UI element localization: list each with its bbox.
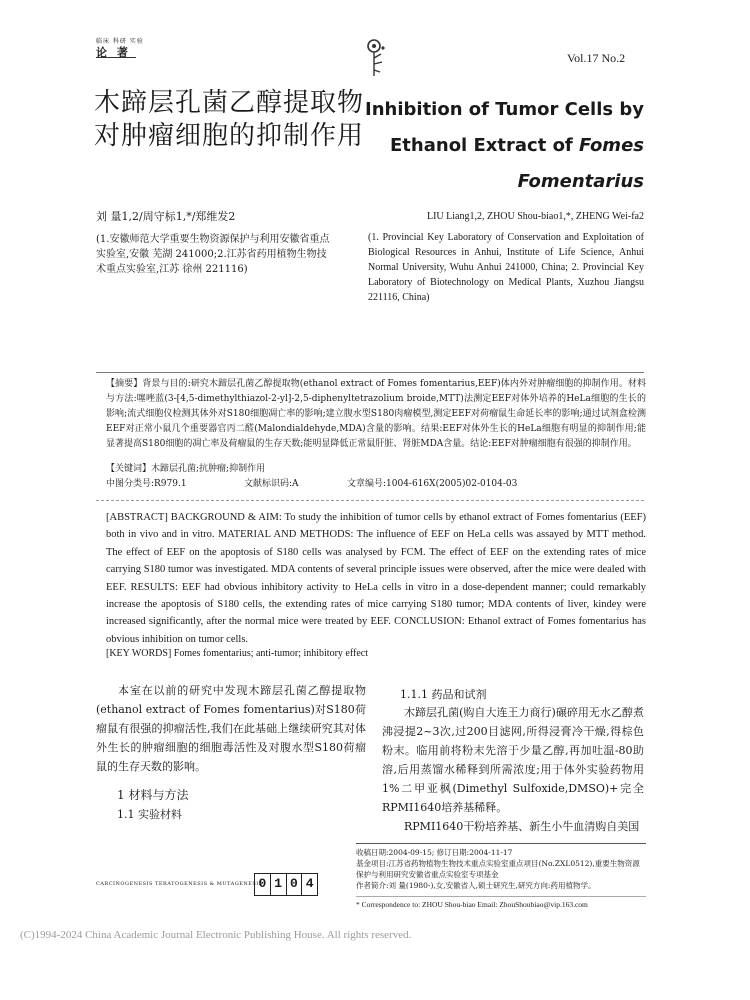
authors-chinese: 刘 量1,2/周守标1,*/郑维发2	[96, 210, 236, 223]
category-labels: 临床 科研 实验	[96, 38, 144, 45]
introduction-text	[96, 681, 366, 776]
header-rule	[96, 57, 136, 58]
title-english-prefix: Ethanol Extract of	[390, 135, 580, 156]
abstract-english: [ABSTRACT] BACKGROUND & AIM: To study the inhibition of tumor cells by ethanol extract of Fomes fomentarius (EEF) both in vivo and in vitro. MATERIAL AND METHODS: The influence of EEF on HeLa cells was assayed by MTT method. The effect of EEF on the apoptosis of S180 cells was analysed by FCM. The effect of EEF on the extending rates of mice carrying S180 tumor was investigated. MDA contents of several principle issues were observed, after the mice were dealed with EEF. RESULTS: EEF had obvious inhibitory activity to HeLa cells in vitro in a dose-dependent manner; could remarkably increase the apoptosis of S180 cells, the extending rates of mice carrying S180 tumor; MDA contents of liver, kindey were increased significantly, after the normal mice were treated by EEF. CONCLUSION: Ethanol extract of Fomes fomentarius has obvious inhibition on tumor cells.	[106, 512, 646, 645]
clc-number: 中图分类号:R979.1	[106, 479, 187, 489]
title-english-species: Fomentarius	[517, 171, 644, 192]
keywords-english: [KEY WORDS] Fomes fomentarius; anti-tumor; inhibitory effect	[106, 648, 368, 659]
page-digit: 1	[270, 874, 286, 895]
copyright-notice: (C)1994-2024 China Academic Journal Electronic Publishing House. All rights reserved.	[20, 929, 412, 941]
article-type-label: 论 著	[96, 46, 131, 59]
section-heading-1: 1 材料与方法	[117, 788, 189, 802]
methods-paragraph-2: RPMI1640干粉培养基、新生小牛血清购自美国	[404, 820, 640, 833]
footnote-rule	[356, 843, 646, 844]
correspondence: * Correspondence to: ZHOU Shou-biao Email: ZhouShoubiao@vip.163.com	[356, 900, 588, 909]
title-english-line-1: Inhibition of Tumor Cells by	[365, 99, 644, 120]
authors-english: LIU Liang1,2, ZHOU Shou-biao1,*, ZHENG Wei-fa2	[426, 211, 644, 222]
methods-paragraph: 木蹄层孔菌(购自大连王力商行)碾碎用无水乙醇煮沸浸提2~3次,过200目滤网,所得浸膏冷干燥,得棕色粉末。临用前将粉末先溶于少量乙醇,再加吐温-80助溶,后用蒸馏水稀释到所需浓度;用于体外实验药物用1%二甲亚枫(Dimethyl Sulfoxide,DMSO)+完全RPMI1640培养基稀释。	[382, 706, 644, 814]
section-heading-1-1: 1.1 实验材料	[117, 808, 182, 821]
title-chinese: 木蹄层孔菌乙醇提取物对肿瘤细胞的抑制作用	[94, 88, 365, 151]
page-number-box	[254, 873, 318, 896]
classification-row	[106, 476, 626, 489]
article-number: 文章编号:1004-616X(2005)02-0104-03	[347, 479, 518, 489]
abstract-divider	[96, 372, 644, 373]
correspondence-rule	[356, 896, 646, 897]
author-bio: 作者简介:刘 量(1980-),女,安徽省人,硕士研究生,研究方向:药用植物学。	[356, 881, 596, 890]
title-english-genus: Fomes	[579, 135, 644, 156]
page-digit: 4	[301, 874, 317, 895]
received-dates: 收稿日期:2004-09-15; 修订日期:2004-11-17	[356, 848, 513, 857]
title-english	[362, 92, 644, 200]
affiliation-chinese: (1.安徽师范大学重要生物资源保护与利用安徽省重点实验室,安徽 芜湖 241000;2.江苏省药用植物生物技术重点实验室,江苏 徐州 221116)	[96, 234, 330, 275]
page-digit: 0	[258, 876, 267, 891]
journal-logo-icon	[366, 38, 388, 80]
document-code: 文献标识码:A	[244, 479, 299, 489]
section-heading-1-1-1: 1.1.1 药品和试剂	[400, 688, 487, 701]
volume-number: Vol.17 No.2	[567, 51, 626, 65]
methods-text	[382, 703, 644, 836]
abstract-divider-2	[96, 500, 644, 501]
page-digit: 0	[286, 874, 302, 895]
fund-info: 基金项目:江苏省药物植物生物技术重点实验室重点项目(No.ZXL0512),重要生物资源保护与利用研究安徽省重点实验室专项基金	[356, 859, 640, 879]
footnote-block	[356, 847, 646, 891]
journal-name-strip: CARCINOGENESIS TERATOGENESIS & MUTAGENESIS	[96, 881, 263, 887]
abstract-chinese: 【摘要】背景与目的:研究木蹄层孔菌乙醇提取物(ethanol extract of Fomes fomentarius,EEF)体内外对肿瘤细胞的抑制作用。材料与方法:噻唑蓝(3-[4,5-dimethylthiazol-2-yl]-2,5-diphenyltetrazolium broide,MTT)法测定EEF对体外培养的HeLa细胞的生长的影响;流式细胞仪检测其体外对S180细胞凋亡率的影响;建立腹水型S180肉瘤模型,测定EEF对荷瘤鼠生命延长率的影响;通过试剂盒检测EEF对正常小鼠几个重要器官丙二醛(Malondialdehyde,MDA)含量的影响。结果:EEF对体外生长的HeLa细胞有明显的抑制作用;能显著提高S180细胞的凋亡率及荷瘤鼠的生存天数;能明显降低正常鼠肝脏、肾脏MDA含量。结论:EEF对肿瘤细胞有很强的抑制作用。	[106, 379, 646, 449]
title-english-line-2	[362, 128, 644, 164]
affiliation-english: (1. Provincial Key Laboratory of Conservation and Exploitation of Biological Resources in Anhui, Institute of Life Science, Anhui Normal University, Wuhu Anhui 241000, China; 2. Provincial Key Laboratory of Biotechnology on Medical Plants, Xuzhou Jiangsu 221116, China)	[368, 232, 644, 303]
keywords-chinese: 【关键词】木蹄层孔菌;抗肿瘤;抑制作用	[106, 464, 266, 474]
introduction-paragraph: 本室在以前的研究中发现木蹄层孔菌乙醇提取物(ethanol extract of Fomes fomentarius)对S180荷瘤鼠有很强的抑瘤活性,我们在此基础上继续研究其对体外生长的肿瘤细胞的细胞毒活性及对腹水型S180荷瘤鼠的生存天数的影响。	[96, 684, 366, 773]
